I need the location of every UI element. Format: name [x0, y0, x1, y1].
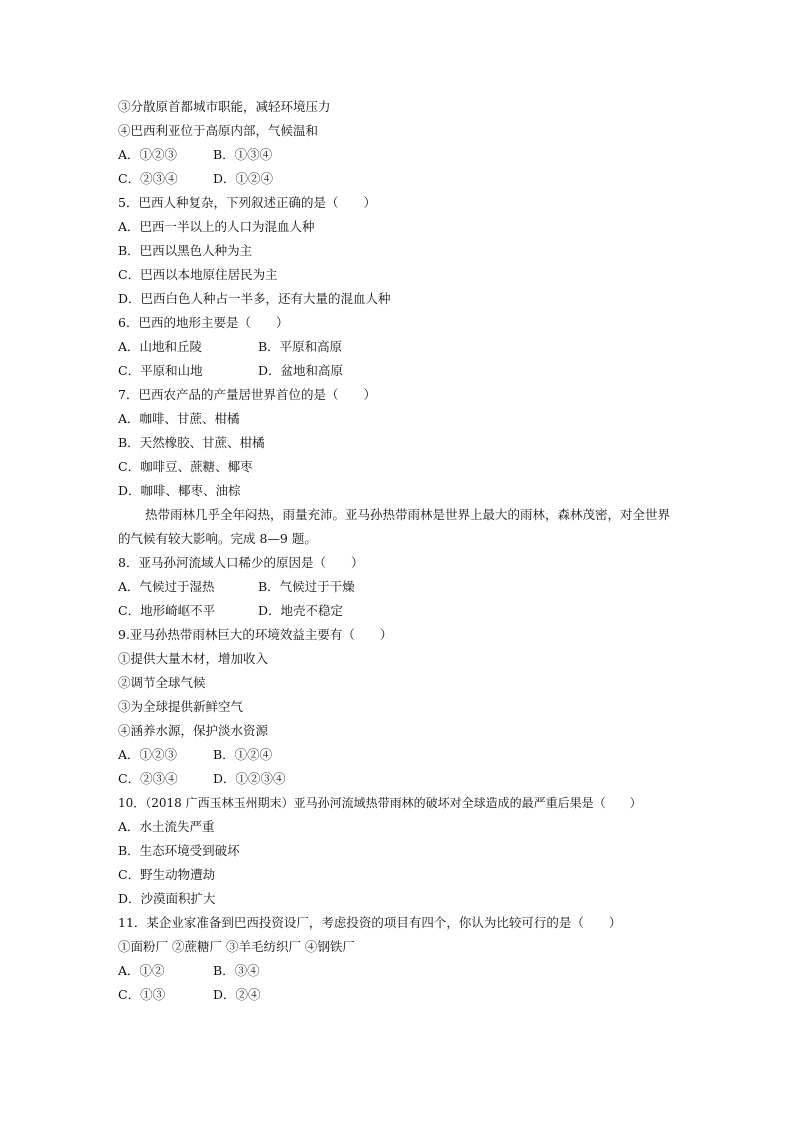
q9-option-c: C．②③④ [118, 771, 178, 786]
q9-stem: 9.亚马孙热带雨林巨大的环境效益主要有（ ） [118, 627, 393, 642]
q8-option-a: A．气候过于湿热 [118, 579, 215, 594]
q4-option-b: B．①③④ [213, 147, 273, 162]
q5-option-c: C．巴西以本地原住居民为主 [118, 267, 278, 282]
q4-option-c: C．②③④ [118, 171, 178, 186]
q8-option-c: C．地形崎岖不平 [118, 603, 216, 618]
q8-options-row-1 [118, 579, 355, 595]
q11-option-a: A．①② [118, 963, 165, 978]
q9-statement-2: ②调节全球气候 [118, 675, 206, 690]
q6-stem: 6．巴西的地形主要是（ ） [118, 315, 289, 330]
q4-option-a: A．①②③ [118, 147, 178, 162]
q10-option-d: D．沙漠面积扩大 [118, 891, 216, 906]
q11-option-d: D．②④ [213, 987, 261, 1002]
q7-option-d: D．咖啡、椰枣、油棕 [118, 483, 241, 498]
q5-option-d: D．巴西白色人种占一半多，还有大量的混血人种 [118, 291, 391, 306]
q5-option-a: A．巴西一半以上的人口为混血人种 [118, 219, 315, 234]
q6-option-d: D．盆地和高原 [258, 363, 344, 378]
q7-option-c: C．咖啡豆、蔗糖、椰枣 [118, 459, 253, 474]
q9-statement-1: ①提供大量木材，增加收入 [118, 651, 269, 666]
q4-options-row-1 [118, 147, 272, 163]
q11-options-row-2 [118, 987, 261, 1003]
q10-stem: 10．（2018 广西玉林玉州期末）亚马孙河流域热带雨林的破坏对全球造成的最严重后果是（ ） [118, 796, 642, 810]
q8-stem: 8．亚马孙河流域人口稀少的原因是（ ） [118, 555, 364, 570]
q5-stem: 5．巴西人种复杂，下列叙述正确的是（ ） [118, 195, 376, 210]
q9-options-row-1 [118, 747, 272, 763]
q10-option-b: B．生态环境受到破坏 [118, 843, 240, 858]
passage-line-1: 热带雨林几乎全年闷热，雨量充沛。亚马孙热带雨林是世界上最大的雨林，森林茂密，对全世界 [145, 507, 671, 522]
q7-option-b: B．天然橡胶、甘蔗、柑橘 [118, 435, 265, 450]
q11-statements: ①面粉厂 ②蔗糖厂 ③羊毛纺织厂 ④钢铁厂 [118, 939, 355, 954]
q11-options-row-1 [118, 963, 260, 979]
q9-option-d: D．①②③④ [213, 771, 286, 786]
q10-option-c: C．野生动物遭劫 [118, 867, 216, 882]
q5-option-b: B．巴西以黑色人种为主 [118, 243, 253, 258]
q6-options-row-2 [118, 363, 343, 379]
q4-statement-4: ④巴西利亚位于高原内部，气候温和 [118, 123, 319, 138]
q9-statement-3: ③为全球提供新鲜空气 [118, 699, 244, 714]
q6-option-a: A．山地和丘陵 [118, 339, 203, 354]
q9-option-a: A．①②③ [118, 747, 178, 762]
q6-option-c: C．平原和山地 [118, 363, 203, 378]
q9-statement-4: ④涵养水源，保护淡水资源 [118, 723, 269, 738]
q11-option-c: C．①③ [118, 987, 166, 1002]
q8-option-b: B．气候过于干燥 [258, 579, 355, 594]
q11-option-b: B．③④ [213, 963, 260, 978]
q7-option-a: A．咖啡、甘蔗、柑橘 [118, 411, 240, 426]
q9-options-row-2 [118, 771, 286, 787]
passage-line-2: 的气候有较大影响。完成 8—9 题。 [118, 531, 317, 546]
q9-option-b: B．①②④ [213, 747, 273, 762]
q10-option-a: A．水土流失严重 [118, 819, 215, 834]
q4-option-d: D．①②④ [213, 171, 274, 186]
q7-stem: 7．巴西农产品的产量居世界首位的是（ ） [118, 387, 376, 402]
q11-stem: 11．某企业家准备到巴西投资设厂，考虑投资的项目有四个，你认为比较可行的是（ ） [118, 915, 622, 930]
q8-options-row-2 [118, 603, 343, 619]
q8-option-d: D．地壳不稳定 [258, 603, 344, 618]
q4-options-row-2 [118, 171, 273, 187]
q6-options-row-1 [118, 339, 342, 355]
q6-option-b: B．平原和高原 [258, 339, 343, 354]
q4-statement-3: ③分散原首都城市职能，减轻环境压力 [118, 99, 331, 114]
